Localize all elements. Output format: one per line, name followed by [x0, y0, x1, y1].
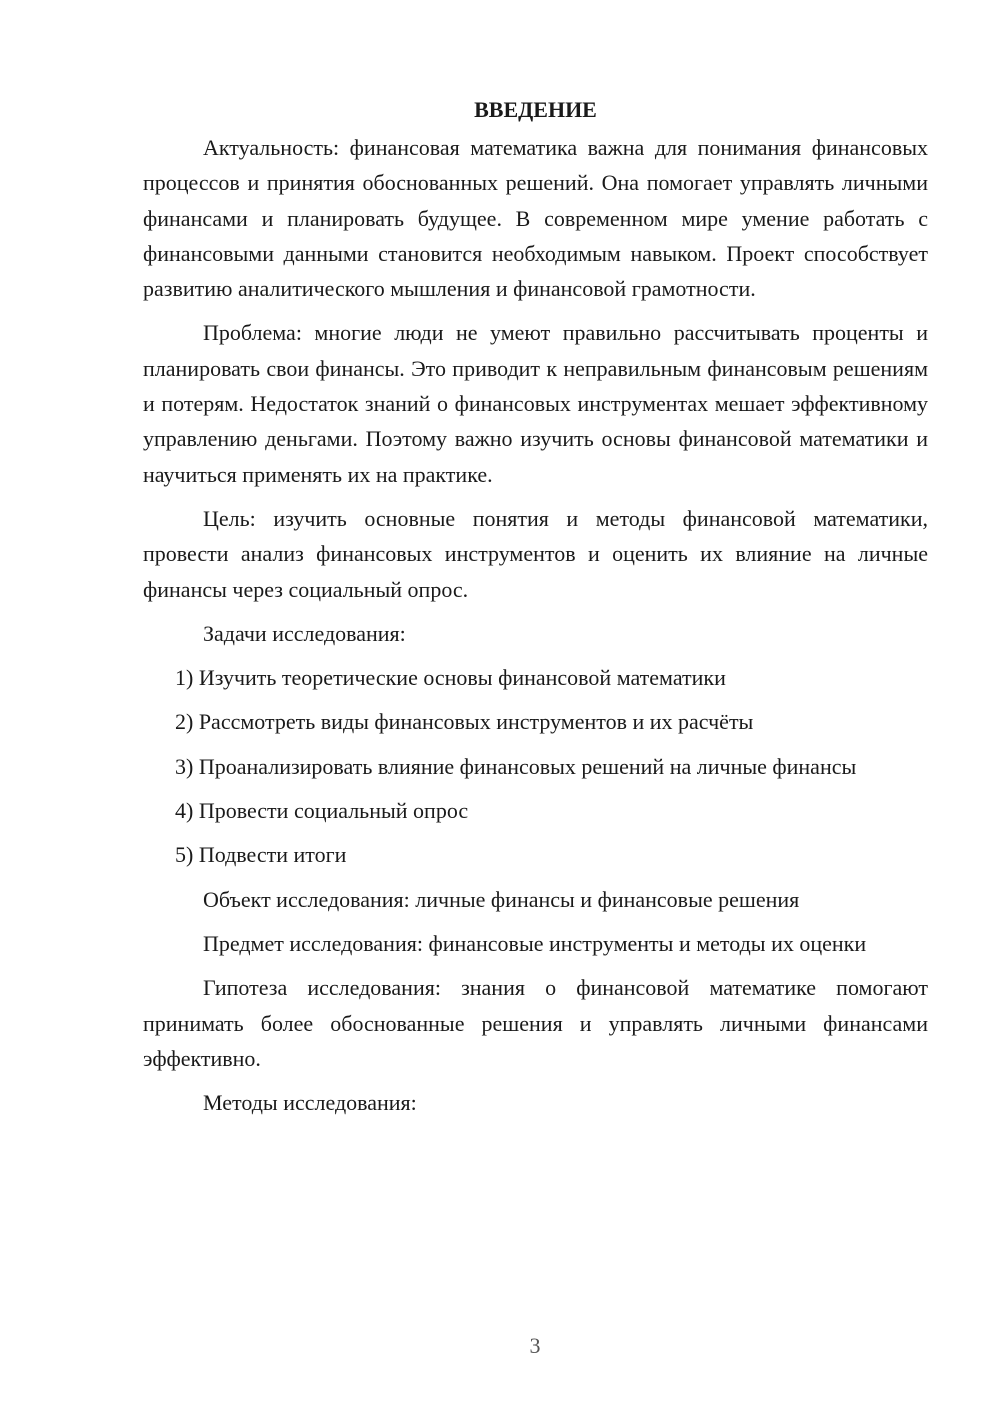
task-item: 3) Проанализировать влияние финансовых решений на личные финансы — [175, 753, 857, 779]
task-item: 4) Провести социальный опрос — [175, 798, 469, 824]
paragraph-object: Объект исследования: личные финансы и финансовые решения — [203, 886, 800, 912]
paragraph-methods: Методы исследования: — [203, 1090, 417, 1116]
paragraph-hypothesis: Гипотеза исследования: знания о финансовой математике помогают принимать более обоснованные решения и управлять личными финансами эффективно. — [143, 975, 928, 1071]
task-item: 5) Подвести итоги — [175, 842, 347, 868]
section-title: ВВЕДЕНИЕ — [474, 97, 597, 122]
paragraph-relevance: Актуальность: финансовая математика важна для понимания финансовых процессов и принятия обоснованных решений. Она помогает управлять личными финансами и планировать будущее. В современном мире умение работать с финансовыми данными становится необходимым навыком. Проект способствует развитию аналитического мышления и финансовой грамотности. — [143, 135, 928, 302]
paragraph-subject: Предмет исследования: финансовые инструменты и методы их оценки — [203, 930, 867, 956]
task-item: 2) Рассмотреть виды финансовых инструментов и их расчёты — [175, 709, 754, 735]
paragraph-goal: Цель: изучить основные понятия и методы финансовой математики, провести анализ финансовых инструментов и оценить их влияние на личные финансы через социальный опрос. — [143, 505, 928, 602]
paragraph-problem: Проблема: многие люди не умеют правильно рассчитывать проценты и планировать свои финансы. Это приводит к неправильным финансовым решениям и потерям. Недостаток знаний о финансовых инструментах мешает эффективному управлению деньгами. Поэтому важно изучить основы финансовой математики и научиться применять их на практике. — [143, 320, 928, 487]
paragraph-tasks-heading: Задачи исследования: — [203, 620, 406, 646]
task-item: 1) Изучить теоретические основы финансовой математики — [175, 665, 726, 691]
page-content — [143, 92, 928, 1129]
page-number: 3 — [529, 1333, 541, 1358]
